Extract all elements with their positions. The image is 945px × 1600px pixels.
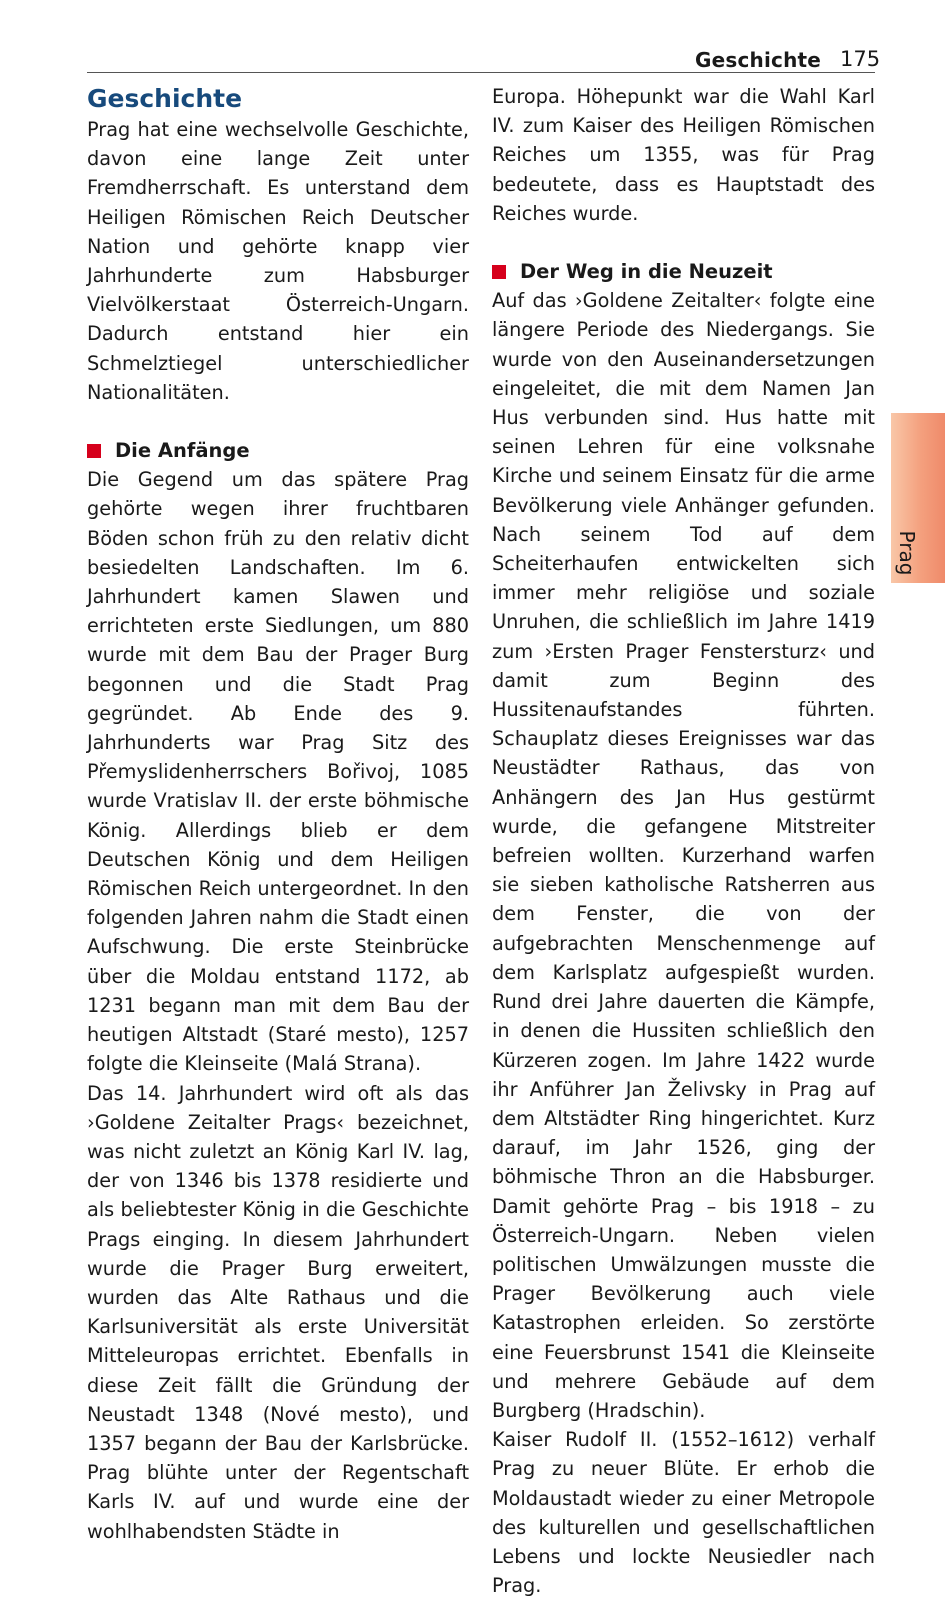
page-number: 175 [840,47,881,71]
red-square-bullet-icon [87,444,101,458]
header-divider [87,72,875,73]
body-paragraph: Das 14. Jahrhundert wird oft als das ›Goldene Zeitalter Prags‹ bezeichnet, was nicht zuletzt an König Karl IV. lag, der von 1346 bis 1378 residierte und als beliebtester König in die Geschichte Prags einging. In diesem Jahrhundert wurde die Prager Burg erweitert, wurden das Alte Rathaus und die Karlsuniversität als erste Universität Mitteleuropas errichtet. Ebenfalls in diese Zeit fällt die Gründung der Neustadt 1348 (Nové mesto), und 1357 begann der Bau der Karlsbrücke. Prag blühte unter der Regentschaft Karls IV. auf und wurde eine der wohlhabendsten Städte in [87,1081,469,1543]
subheading-die-anfaenge [87,436,469,465]
body-paragraph: Die Gegend um das spätere Prag gehörte wegen ihrer fruchtbaren Böden schon früh zu den relativ dicht besiedelten Landschaften. Im 6. Jahrhundert kamen Slawen und errichteten erste Siedlungen, um 880 wurde mit dem Bau der Prager Burg begonnen und die Stadt Prag gegründet. Ab Ende des 9. Jahrhunderts war Prag Sitz des Přemyslidenherrschers Bořivoj, 1085 wurde Vratislav II. der erste böhmische König. Allerdings blieb er dem Deutschen König und dem Heiligen Römischen Reich untergeordnet. In den folgenden Jahren nahm die Stadt einen Aufschwung. Die erste Steinbrücke über die Moldau entstand 1172, ab 1231 begann man mit dem Bau der heutigen Altstadt (Staré mesto), 1257 folgte die Kleinseite (Malá Strana). [87,468,469,1076]
subheading-label: Die Anfänge [115,439,250,463]
body-paragraph: Kaiser Rudolf II. (1552–1612) verhalf Prag zu neuer Blüte. Er erhob die Moldaustadt wieder zu einer Metropole des kulturellen und gesellschaftlichen Lebens und lockte Neusiedler nach Prag. [492,1428,875,1598]
body-paragraph: Auf das ›Goldene Zeitalter‹ folgte eine längere Periode des Niedergangs. Sie wurde von den Auseinandersetzungen eingeleitet, die mit dem Namen Jan Hus verbunden sind. Hus hatte mit seinen Lehren für eine volksnahe Kirche und seinem Einsatz für die arme Bevölkerung viele Anhänger gefunden. Nach seinem Tod auf dem Scheiterhaufen entwickelten sich immer mehr religiöse und soziale Unruhen, die schließlich im Jahre 1419 zum ›Ersten Prager Fenstersturz‹ und damit zum Beginn des Hussitenaufstandes führten. Schauplatz dieses Ereignisses war das Neustädter Rathaus, das von Anhängern des Jan Hus gestürmt wurde, die gefangene Mitstreiter befreien wollten. Kurzerhand warfen sie sieben katholische Ratsherren aus dem Fenster, die von der aufgebrachten Menschenmenge auf dem Karlsplatz aufgespießt wurden. Rund drei Jahre dauerten die Kämpfe, in denen die Hussiten schließlich den Kürzeren zogen. Im Jahre 1422 wurde ihr Anführer Jan Želivsky in Prag auf dem Altstädter Ring hingerichtet. Kurz darauf, im Jahr 1526, ging der böhmische Thron an die Habsburger. Damit gehörte Prag – bis 1918 – zu Österreich-Ungarn. Neben vielen politischen Umwälzungen musste die Prager Bevölkerung auch viele Katastrophen erleiden. So zerstörte eine Feuersbrunst 1541 die Kleinseite und mehrere Gebäude auf dem Burgberg (Hradschin). [492,289,875,1422]
section-heading: Geschichte [87,84,243,113]
subheading-label: Der Weg in die Neuzeit [520,260,773,284]
left-column [87,82,469,1546]
subheading-weg-in-die-neuzeit [492,257,875,286]
running-header-title: Geschichte [695,48,822,72]
chapter-thumb-label: Prag [895,530,919,576]
body-paragraph-continued: Europa. Höhepunkt war die Wahl Karl IV. zum Kaiser des Heiligen Römischen Reiches um 1355, was für Prag bedeutete, dass es Hauptstadt des Reiches wurde. [492,85,875,225]
intro-paragraph: Prag hat eine wechselvolle Geschichte, davon eine lange Zeit unter Fremdherrschaft. Es unterstand dem Heiligen Römischen Reich Deutscher Nation und gehörte knapp vier Jahrhunderte zum Habsburger Vielvölkerstaat Österreich-Ungarn. Dadurch entstand hier ein Schmelztiegel unterschiedlicher Nationalitäten. [87,118,469,404]
right-column [492,82,875,1600]
red-square-bullet-icon [492,265,506,279]
